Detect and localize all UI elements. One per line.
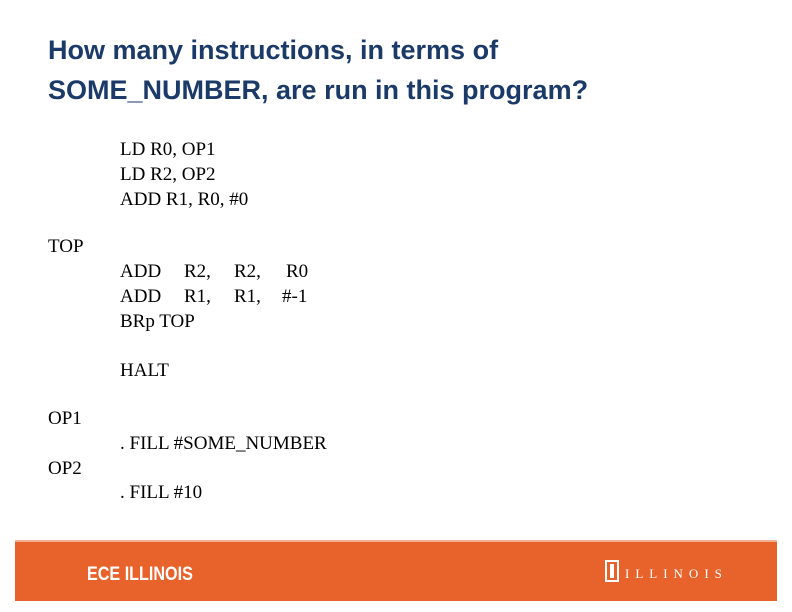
illinois-block-i-icon	[605, 560, 619, 582]
loop1-operand-c: R0	[286, 261, 309, 282]
loop1-operand-a: R2,	[184, 261, 211, 282]
code-line-fill-10: . FILL #10	[120, 482, 203, 503]
code-line-loop-add-r1	[120, 284, 420, 309]
loop2-opcode: ADD	[120, 286, 162, 307]
footer-bar	[15, 540, 777, 601]
code-line-brp: BRp TOP	[120, 311, 195, 332]
title-line-1: How many instructions, in terms of	[48, 35, 499, 65]
loop2-operand-b: R1,	[234, 286, 261, 307]
code-line-fill-some-number: . FILL #SOME_NUMBER	[120, 433, 327, 454]
loop1-opcode: ADD	[120, 261, 162, 282]
illinois-wordmark: ILLINOIS	[625, 566, 728, 581]
label-op1: OP1	[48, 408, 82, 429]
code-line-halt: HALT	[120, 360, 169, 381]
loop2-operand-c: #-1	[282, 286, 308, 307]
ece-illinois-logo: ECE ILLINOIS	[87, 564, 193, 585]
loop1-operand-b: R2,	[234, 261, 261, 282]
code-line-ld-r2: LD R2, OP2	[120, 164, 216, 185]
title-line-2: SOME_NUMBER, are run in this program?	[48, 75, 589, 105]
code-line-ld-r0: LD R0, OP1	[120, 139, 216, 160]
code-line-loop-add-r2	[120, 259, 420, 284]
code-line-add-r1: ADD R1, R0, #0	[120, 189, 249, 210]
label-op2: OP2	[48, 458, 82, 479]
label-top: TOP	[48, 236, 84, 257]
loop2-operand-a: R1,	[184, 286, 211, 307]
